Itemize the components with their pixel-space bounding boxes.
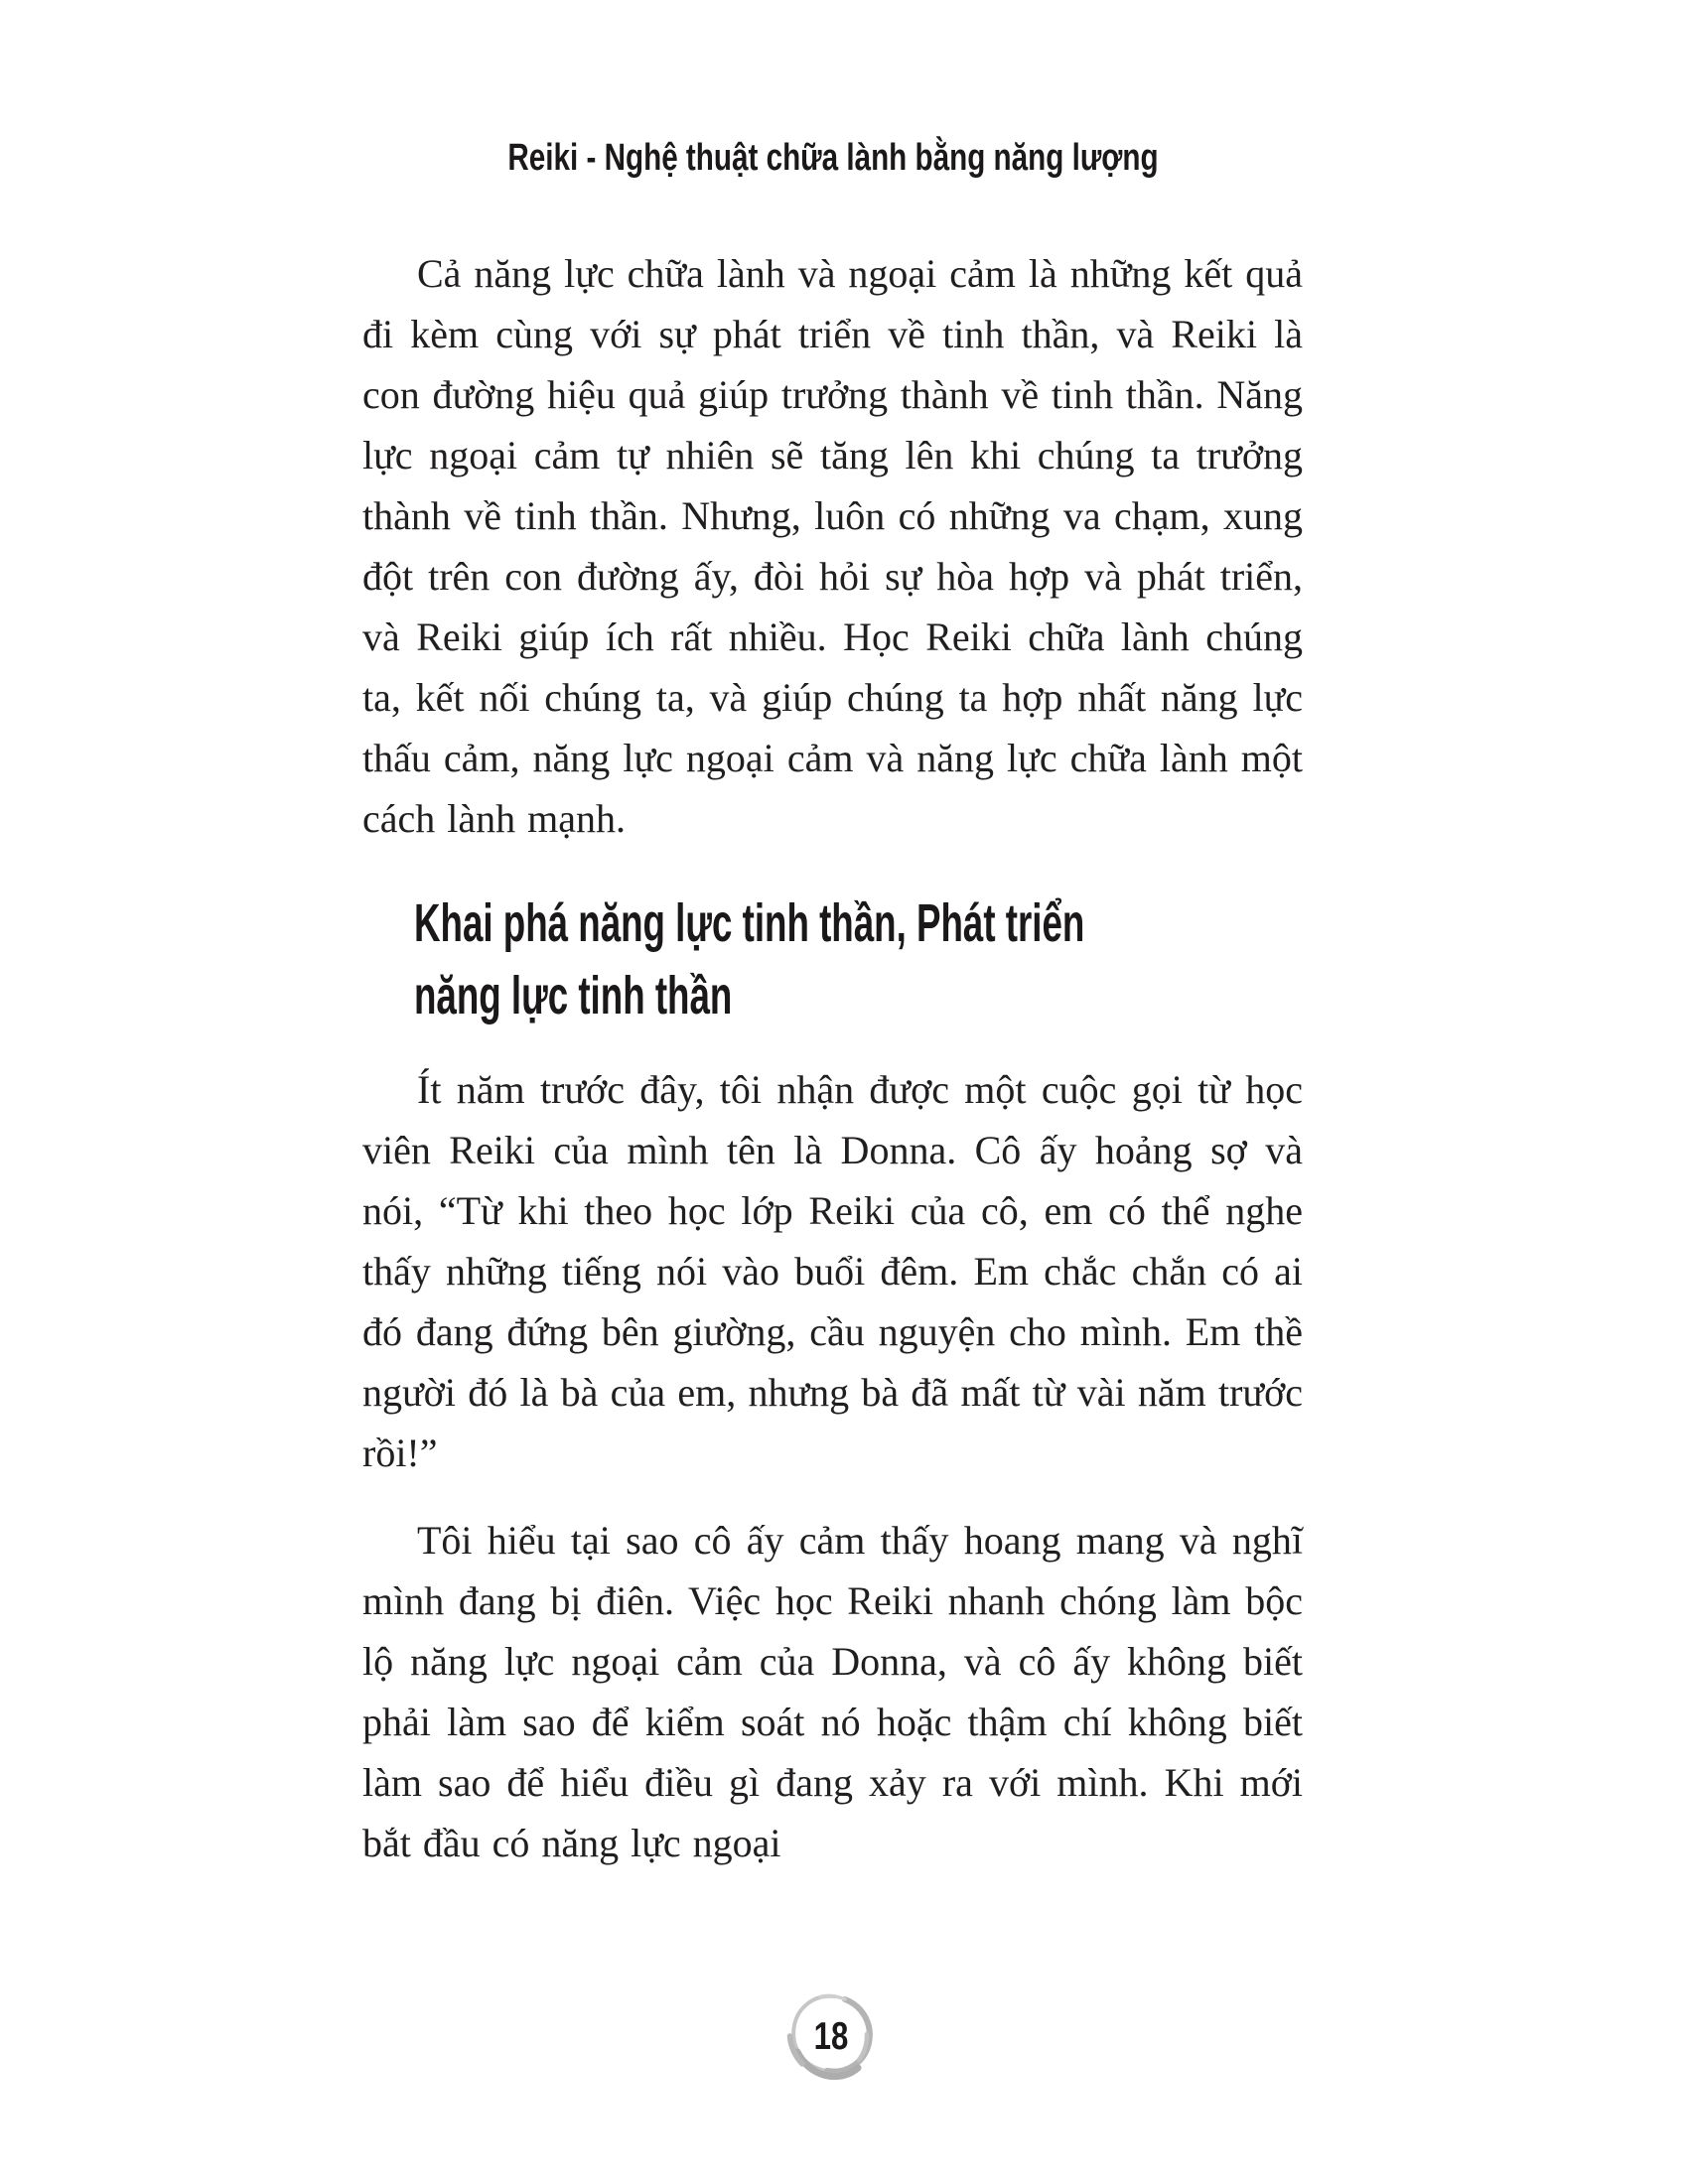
page-content xyxy=(362,243,1303,1873)
page-number-badge xyxy=(777,1982,885,2088)
section-heading xyxy=(362,887,1303,1032)
section-heading-line-2: năng lực tinh thần xyxy=(414,966,733,1025)
paragraph-1: Cả năng lực chữa lành và ngoại cảm là những kết quả đi kèm cùng với sự phát triển về tinh thần, và Reiki là con đường hiệu quả giúp trưởng thành về tinh thần. Năng lực ngoại cảm tự nhiên sẽ tăng lên khi chúng ta trưởng thành về tinh thần. Nhưng, luôn có những va chạm, xung đột trên con đường ấy, đòi hỏi sự hòa hợp và phát triển, và Reiki giúp ích rất nhiều. Học Reiki chữa lành chúng ta, kết nối chúng ta, và giúp chúng ta hợp nhất năng lực thấu cảm, năng lực ngoại cảm và năng lực chữa lành một cách lành mạnh. xyxy=(362,251,1303,841)
paragraph-2: Ít năm trước đây, tôi nhận được một cuộc gọi từ học viên Reiki của mình tên là Donna. Cô ấy hoảng sợ và nói, “Từ khi theo học lớp Reiki của cô, em có thể nghe thấy những tiếng nói vào buổi đêm. Em chắc chắn có ai đó đang đứng bên giường, cầu nguyện cho mình. Em thề người đó là bà của em, nhưng bà đã mất từ vài năm trước rồi!” xyxy=(362,1067,1303,1475)
section-heading-text xyxy=(414,887,1084,1032)
running-header-title: Reiki - Nghệ thuật chữa lành bằng năng lượng xyxy=(506,137,1159,179)
running-header xyxy=(362,137,1303,179)
paragraph-3: Tôi hiểu tại sao cô ấy cảm thấy hoang mang và nghĩ mình đang bị điên. Việc học Reiki nhanh chóng làm bộc lộ năng lực ngoại cảm của Donna, và cô ấy không biết phải làm sao để kiểm soát nó hoặc thậm chí không biết làm sao để hiểu điều gì đang xảy ra với mình. Khi mới bắt đầu có năng lực ngoại xyxy=(362,1518,1303,1865)
section-heading-line-1: Khai phá năng lực tinh thần, Phát triển xyxy=(414,893,1085,953)
page-number: 18 xyxy=(813,2015,849,2058)
